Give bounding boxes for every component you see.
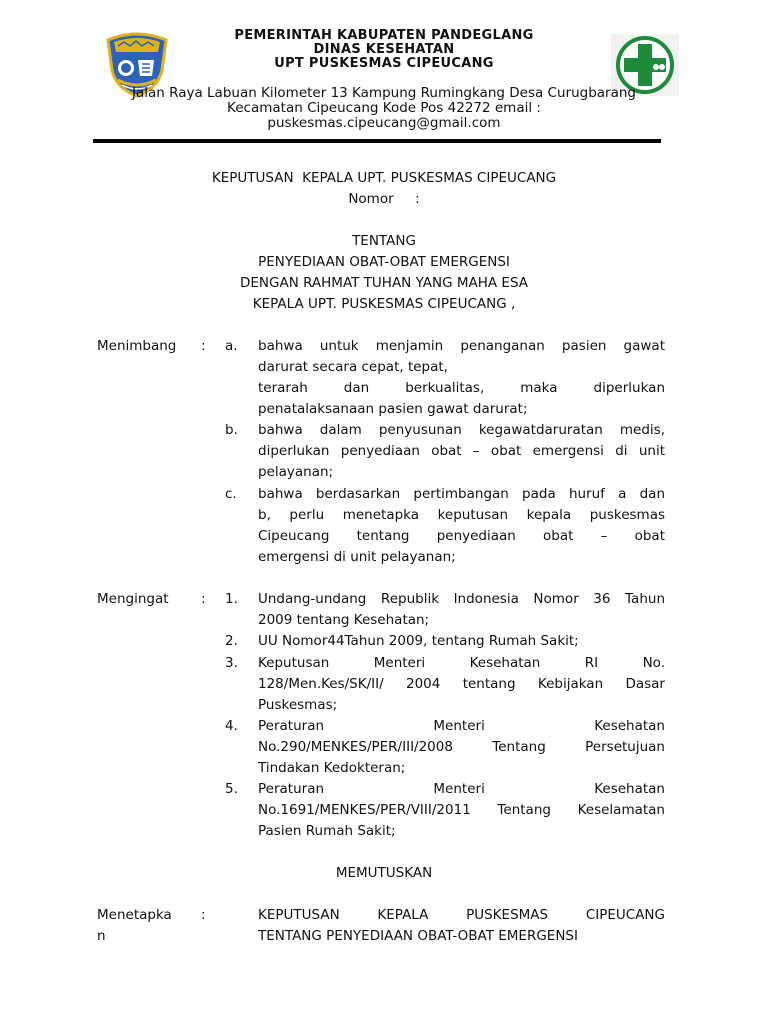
mengingat-marker-1: 1. [225,591,238,607]
mengingat-5-line-2: No.1691/MENKES/PER/VIII/2011 Tentang Keselamatan [258,802,665,818]
menimbang-c-line-4: emergensi di unit pelayanan; [258,549,456,565]
memutuskan-heading: MEMUTUSKAN [335,865,433,881]
mengingat-label: Mengingat [97,591,169,607]
menimbang-marker-c: c. [225,486,237,502]
menimbang-label: Menimbang [97,338,177,354]
menimbang-colon: : [201,338,206,354]
decree-title: KEPUTUSAN KEPALA UPT. PUSKESMAS CIPEUCANG [211,170,557,186]
mengingat-marker-4: 4. [225,718,238,734]
menimbang-c-line-3: Cipeucang tentang penyediaan obat – obat [258,528,665,544]
mengingat-1-line-2: 2009 tentang Kesehatan; [258,612,430,628]
mengingat-colon: : [201,591,206,607]
address-district: Kecamatan Cipeucang Kode Pos 42272 email : [227,100,541,116]
menetapkan-line-1: KEPUTUSAN KEPALA PUSKESMAS CIPEUCANG [258,907,665,923]
menimbang-c-line-1: bahwa berdasarkan pertimbangan pada huruf a dan [258,486,665,502]
decree-official: KEPALA UPT. PUSKESMAS CIPEUCANG , [252,296,516,312]
mengingat-5-line-3: Pasien Rumah Sakit; [258,823,396,839]
menetapkan-colon: : [201,907,206,923]
address-email: puskesmas.cipeucang@gmail.com [267,115,501,131]
mengingat-marker-3: 3. [225,655,238,671]
menimbang-a-line-4: penatalaksanaan pasien gawat darurat; [258,401,528,417]
mengingat-marker-5: 5. [225,781,238,797]
header-government: PEMERINTAH KABUPATEN PANDEGLANG [234,28,534,43]
decree-blessing: DENGAN RAHMAT TUHAN YANG MAHA ESA [239,275,529,291]
menimbang-c-line-2: b, perlu menetapka keputusan kepala puskesmas [258,507,665,523]
mengingat-5-line-1: Peraturan Menteri Kesehatan [258,781,665,797]
address-street: Jalan Raya Labuan Kilometer 13 Kampung Rumingkang Desa Curugbarang [131,85,636,101]
decree-subject: PENYEDIAAN OBAT-OBAT EMERGENSI [258,254,510,270]
header-unit: UPT PUSKESMAS CIPEUCANG [274,56,494,71]
menimbang-marker-a: a. [225,338,238,354]
header-department: DINAS KESEHATAN [313,42,455,57]
menetapkan-line-2: TENTANG PENYEDIAAN OBAT-OBAT EMERGENSI [258,928,578,944]
mengingat-1-line-1: Undang-undang Republik Indonesia Nomor 36 Tahun [258,591,665,607]
menimbang-b-line-1: bahwa dalam penyusunan kegawatdaruratan medis, [258,422,665,438]
decree-number: Nomor : [348,191,420,207]
menetapkan-label-line-1: Menetapka [97,907,172,923]
mengingat-4-line-2: No.290/MENKES/PER/III/2008 Tentang Persetujuan [258,739,665,755]
menimbang-marker-b: b. [225,422,238,438]
menimbang-a-line-3: terarah dan berkualitas, maka diperlukan [258,380,665,396]
menimbang-a-line-1: bahwa untuk menjamin penanganan pasien gawat [258,338,665,354]
menimbang-b-line-2: diperlukan penyediaan obat – obat emergensi di unit [258,443,665,459]
menimbang-a-line-2: darurat secara cepat, tepat, [258,359,448,375]
menimbang-b-line-3: pelayanan; [258,464,334,480]
mengingat-3-line-3: Puskesmas; [258,697,338,713]
menetapkan-label-line-2: n [97,928,106,944]
mengingat-4-line-3: Tindakan Kedokteran; [258,760,406,776]
mengingat-3-line-1: Keputusan Menteri Kesehatan RI No. [258,655,665,671]
mengingat-marker-2: 2. [225,633,238,649]
mengingat-3-line-2: 128/Men.Kes/SK/II/ 2004 tentang Kebijakan Dasar [258,676,665,692]
mengingat-4-line-1: Peraturan Menteri Kesehatan [258,718,665,734]
header-divider [93,139,661,143]
mengingat-2-line-1: UU Nomor44Tahun 2009, tentang Rumah Sakit; [258,633,579,649]
decree-tentang: TENTANG [352,233,416,249]
